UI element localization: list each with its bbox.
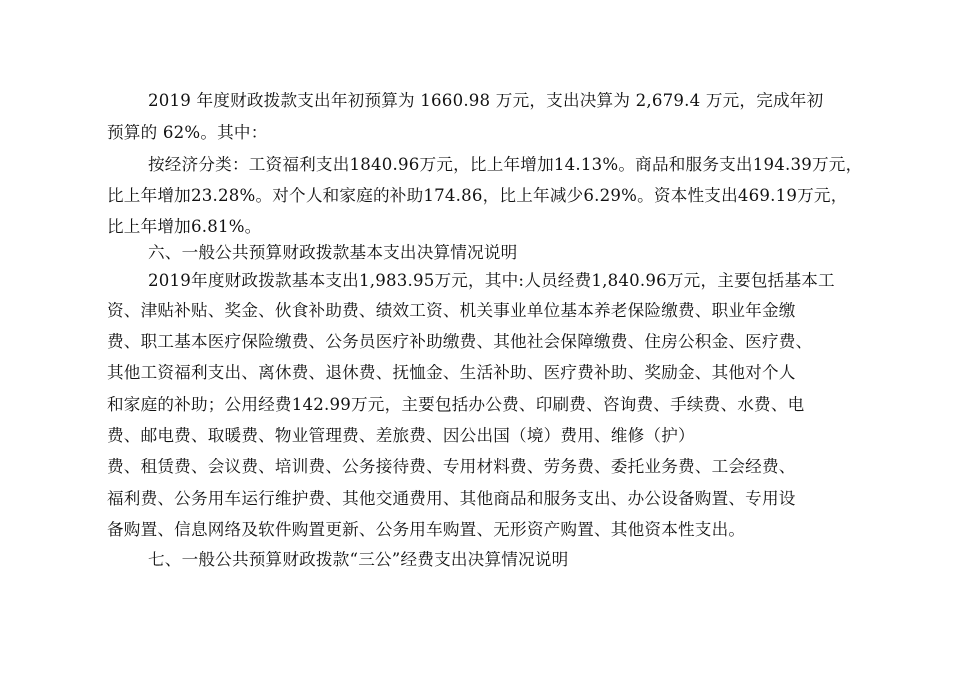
paragraph-line: 费、租赁费、会议费、培训费、公务接待费、专用材料费、劳务费、委托业务费、工会经费、 [107, 457, 796, 476]
section-heading: 六、一般公共预算财政拨款基本支出决算情况说明 [148, 243, 518, 262]
paragraph-line: 资、津贴补贴、奖金、伙食补助费、绩效工资、机关事业单位基本养老保险缴费、职业年金缴 [107, 301, 796, 320]
paragraph-line: 费、邮电费、取暖费、物业管理费、差旅费、因公出国（境）费用、维修（护） [107, 426, 695, 445]
section-heading: 七、一般公共预算财政拨款“三公”经费支出决算情况说明 [148, 550, 569, 569]
paragraph-line: 2019 年度财政拨款支出年初预算为 1660.98 万元，支出决算为 2,679.4 万元，完成年初 [148, 91, 824, 110]
paragraph-line: 比上年增加6.81%。 [107, 217, 262, 236]
paragraph-line: 其他工资福利支出、离休费、退休费、抚恤金、生活补助、医疗费补助、奖励金、其他对个人 [107, 363, 796, 382]
paragraph-line: 福利费、公务用车运行维护费、其他交通费用、其他商品和服务支出、办公设备购置、专用设 [107, 489, 796, 508]
paragraph-line: 预算的 62%。其中： [107, 123, 268, 142]
paragraph-line: 和家庭的补助；公用经费142.99万元，主要包括办公费、印刷费、咨询费、手续费、水费、电 [107, 395, 805, 414]
paragraph-line: 按经济分类：工资福利支出1840.96万元，比上年增加14.13%。商品和服务支出194.39万元， [148, 155, 863, 174]
paragraph-line: 备购置、信息网络及软件购置更新、公务用车购置、无形资产购置、其他资本性支出。 [107, 520, 746, 539]
paragraph-line: 比上年增加23.28%。对个人和家庭的补助174.86，比上年减少6.29%。资本性支出469.19万元， [107, 186, 848, 205]
paragraph-line: 2019年度财政拨款基本支出1,983.95万元，其中:人员经费1,840.96万元，主要包括基本工 [148, 271, 835, 290]
paragraph-line: 费、职工基本医疗保险缴费、公务员医疗补助缴费、其他社会保障缴费、住房公积金、医疗费、 [107, 332, 813, 351]
